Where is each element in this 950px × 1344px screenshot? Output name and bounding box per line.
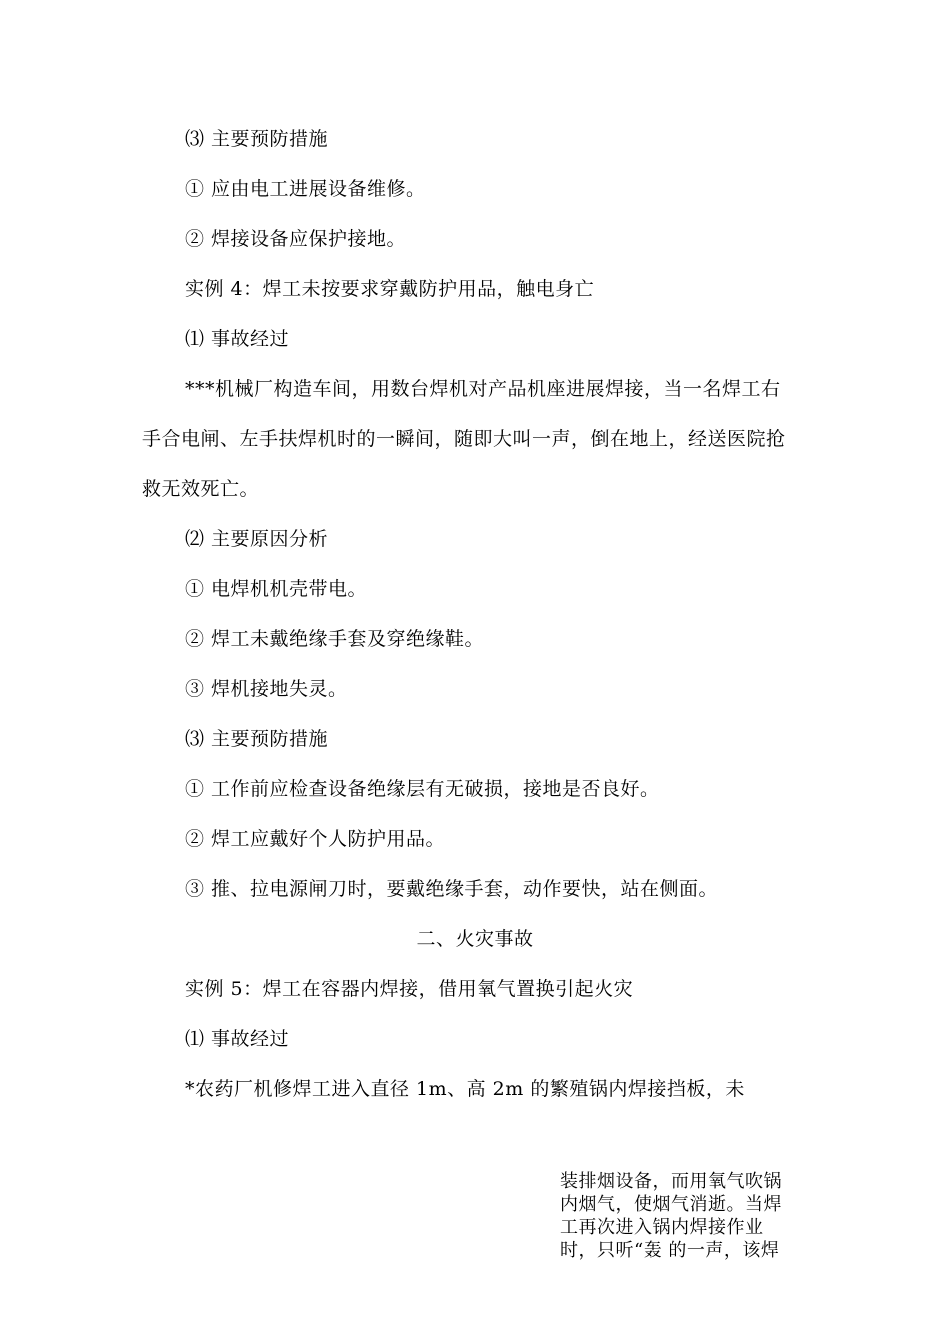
paragraph-line: ***机械厂构造车间，用数台焊机对产品机座进展焊接，当一名焊工右: [185, 378, 781, 400]
list-item: ③ 焊机接地失灵。: [185, 678, 348, 700]
case-title-5: 实例 5：焊工在容器内焊接，借用氧气置换引起火灾: [185, 978, 634, 1000]
paragraph-line: *农药厂机修焊工进入直径 1m、高 2m 的繁殖锅内焊接挡板，未: [185, 1078, 745, 1100]
continuation-line: 装排烟设备，而用氧气吹锅: [560, 1171, 782, 1192]
section-heading-incident: ⑴ 事故经过: [185, 1028, 290, 1050]
section-heading-prevention: ⑶ 主要预防措施: [185, 728, 329, 750]
chapter-heading: 二、火灾事故: [416, 928, 534, 950]
list-item: ② 焊工应戴好个人防护用品。: [185, 828, 446, 850]
paragraph-line: 救无效死亡。: [142, 478, 260, 500]
list-item: ② 焊工未戴绝缘手套及穿绝缘鞋。: [185, 628, 485, 650]
case-title-4: 实例 4：焊工未按要求穿戴防护用品，触电身亡: [185, 278, 595, 300]
list-item: ① 电焊机机壳带电。: [185, 578, 368, 600]
section-heading-cause: ⑵ 主要原因分析: [185, 528, 329, 550]
continuation-line: 内烟气，使烟气消逝。当焊: [560, 1194, 782, 1215]
continuation-line: 时，只听“轰 的一声，该焊: [560, 1240, 780, 1261]
continuation-text-block: [560, 1170, 820, 1262]
section-heading-prevention: ⑶ 主要预防措施: [185, 128, 329, 150]
continuation-line: 工再次进入锅内焊接作业: [560, 1217, 764, 1238]
list-item: ② 焊接设备应保护接地。: [185, 228, 407, 250]
paragraph-line: 手合电闸、左手扶焊机时的一瞬间，随即大叫一声，倒在地上，经送医院抢: [142, 428, 786, 450]
list-item: ① 应由电工进展设备维修。: [185, 178, 426, 200]
list-item: ③ 推、拉电源闸刀时，要戴绝缘手套，动作要快，站在侧面。: [185, 878, 719, 900]
list-item: ① 工作前应检查设备绝缘层有无破损，接地是否良好。: [185, 778, 660, 800]
section-heading-incident: ⑴ 事故经过: [185, 328, 290, 350]
